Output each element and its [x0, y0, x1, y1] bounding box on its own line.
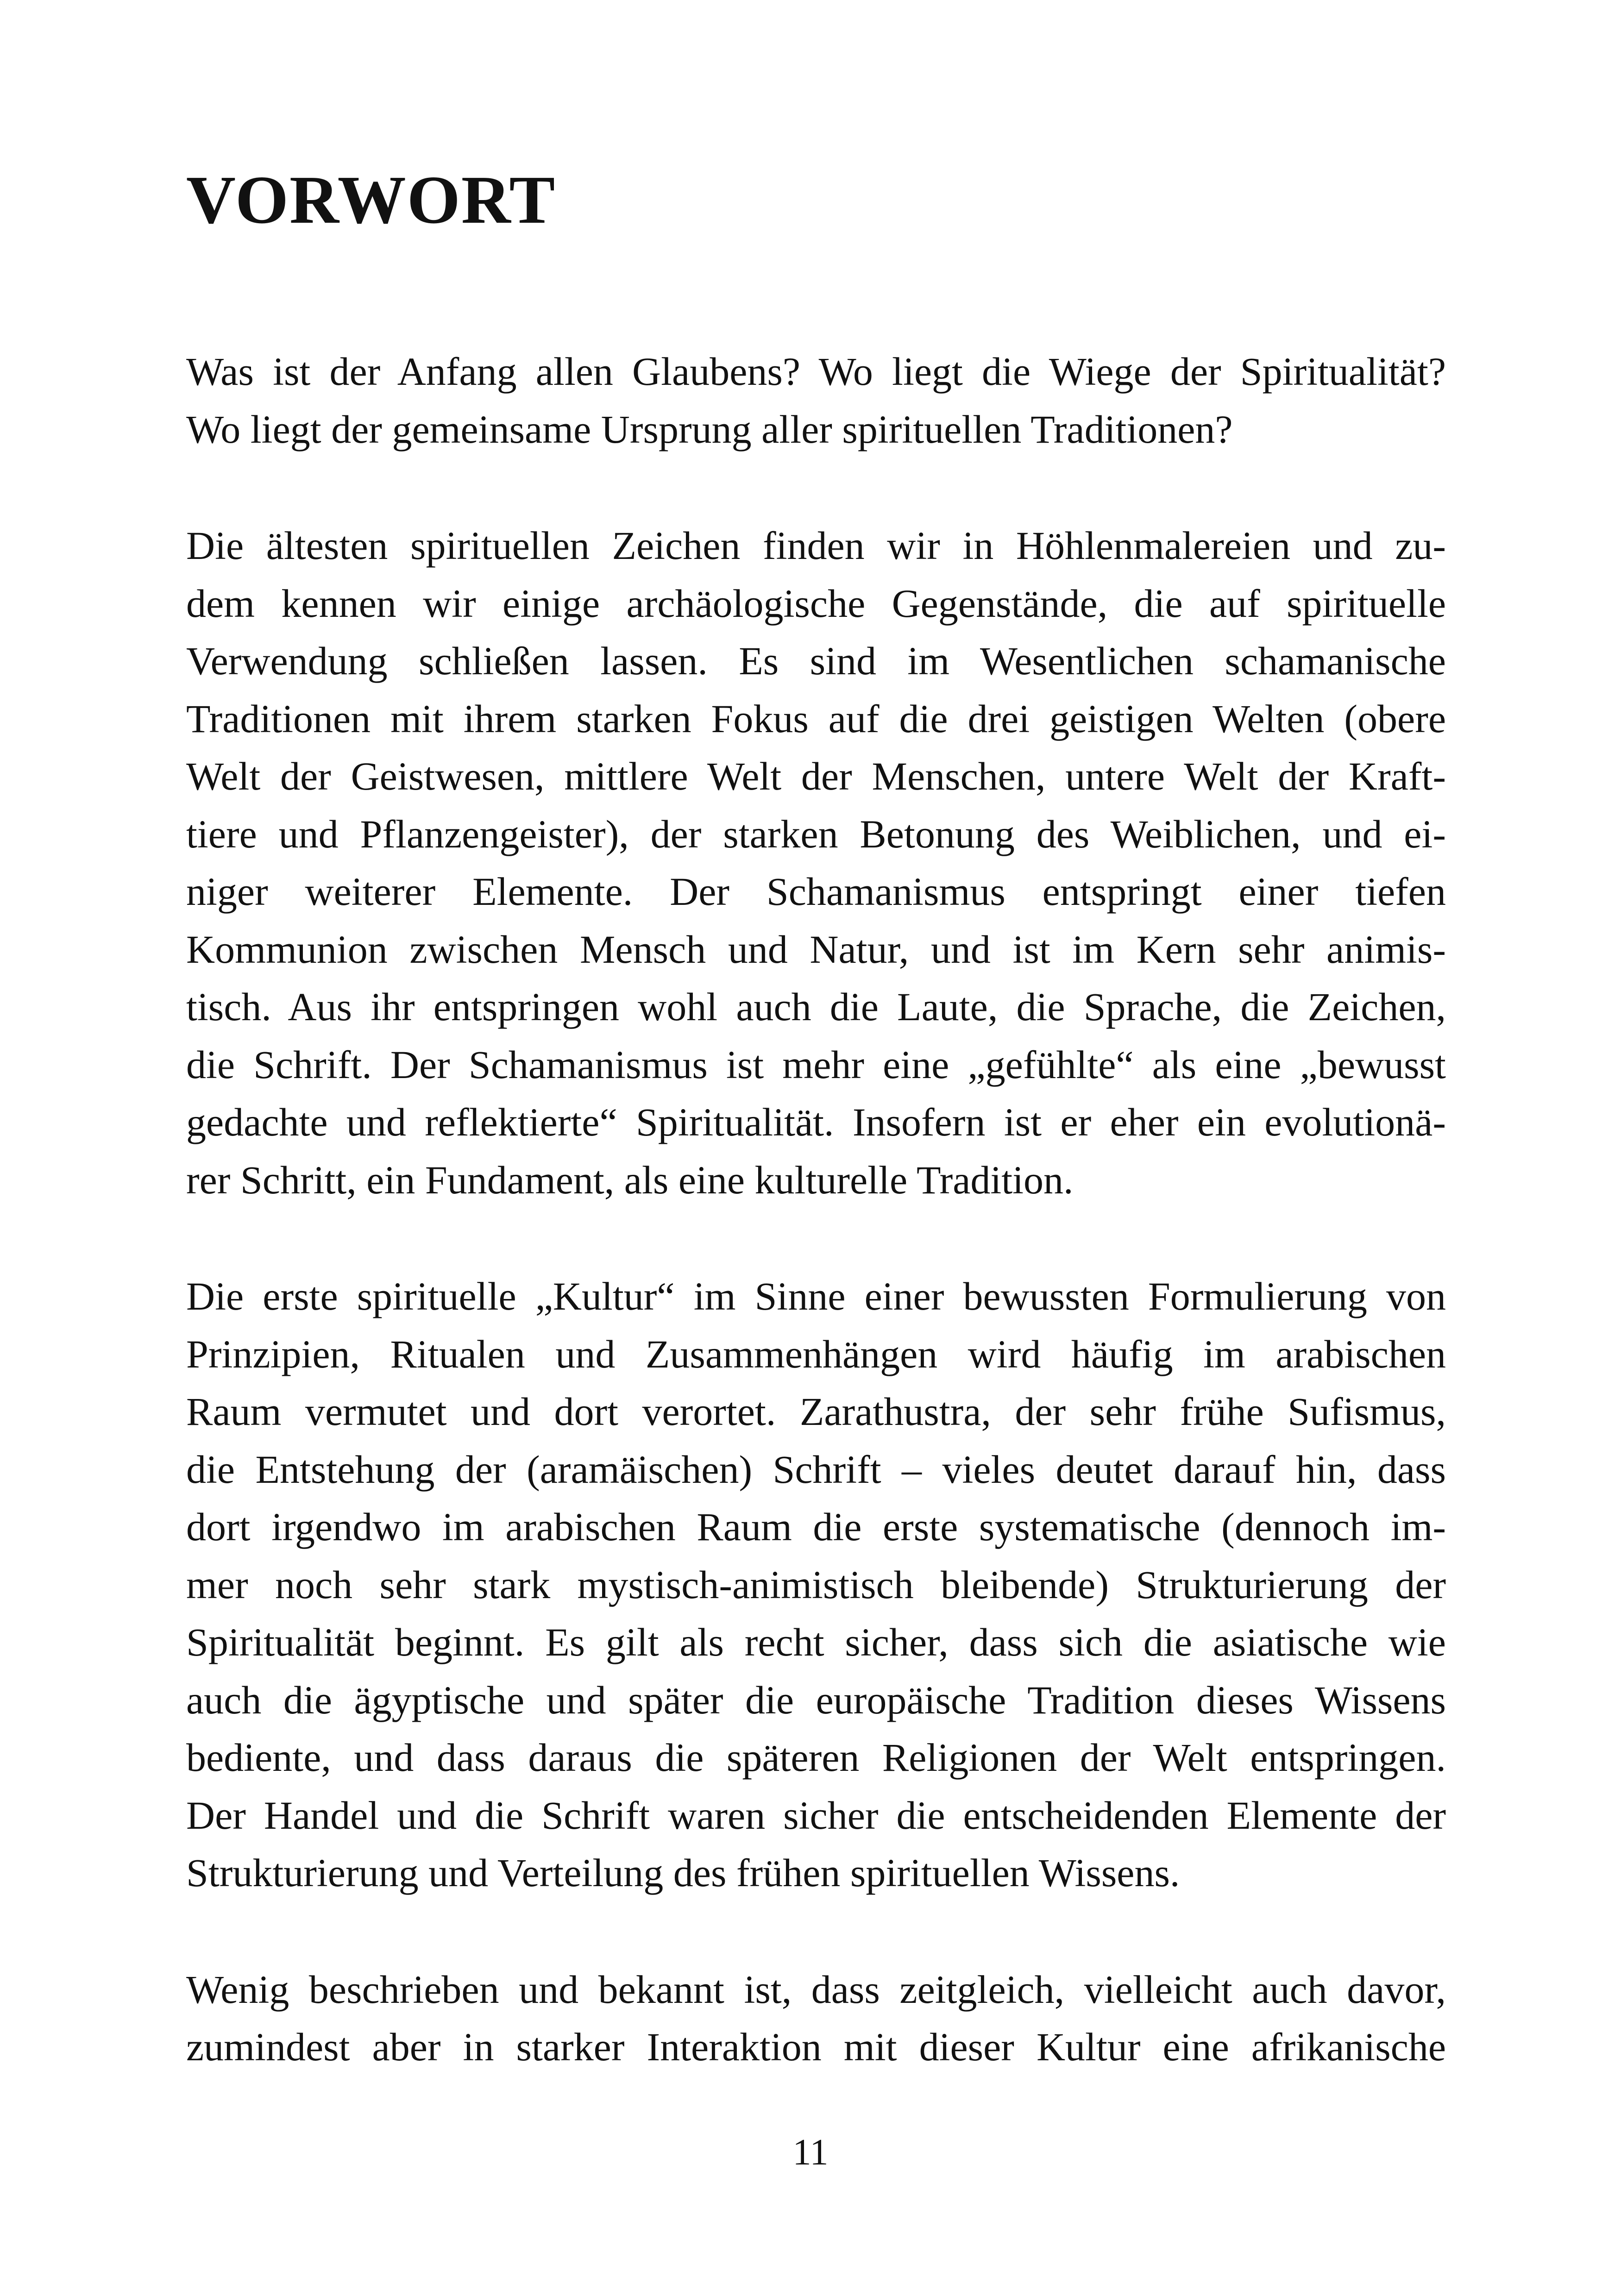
paragraph-line: Der Handel und die Schrift waren sicher die entscheidenden Elemente der [186, 1793, 1446, 1838]
paragraph-line: Was ist der Anfang allen Glaubens? Wo liegt die Wiege der Spiritualität? [186, 349, 1446, 394]
paragraph-line: Prinzipien, Ritualen und Zusammenhängen wird häufig im arabischen [186, 1331, 1446, 1376]
paragraph-line: bediente, und dass daraus die späteren Religionen der Welt entspringen. [186, 1735, 1446, 1780]
paragraph-line: die Entstehung der (aramäischen) Schrift – vieles deutet darauf hin, dass [186, 1447, 1446, 1492]
paragraph-line: Kommunion zwischen Mensch und Natur, und ist im Kern sehr animis- [186, 927, 1446, 972]
paragraph-line: Die ältesten spirituellen Zeichen finden wir in Höhlenmalereien und zu- [186, 523, 1446, 568]
paragraph-line: tiere und Pflanzengeister), der starken Betonung des Weiblichen, und ei- [186, 811, 1446, 856]
paragraph-line: Traditionen mit ihrem starken Fokus auf die drei geistigen Welten (obere [186, 696, 1446, 741]
paragraph-2 [186, 517, 1446, 1209]
paragraph-line: gedachte und reflektierte“ Spiritualität. Insofern ist er eher ein evolutionä- [186, 1100, 1446, 1144]
paragraph-line: tisch. Aus ihr entspringen wohl auch die Laute, die Sprache, die Zeichen, [186, 985, 1446, 1029]
paragraph-line: rer Schritt, ein Fundament, als eine kulturelle Tradition. [186, 1157, 1074, 1202]
paragraph-line: mer noch sehr stark mystisch-animistisch bleibende) Strukturierung der [186, 1562, 1446, 1607]
paragraph-line: Wenig beschrieben und bekannt ist, dass zeitgleich, vielleicht auch davor, [186, 1967, 1446, 2012]
paragraph-1 [186, 343, 1446, 458]
paragraph-3 [186, 1267, 1446, 1902]
paragraph-line: zumindest aber in starker Interaktion mit dieser Kultur eine afrikanische [186, 2025, 1446, 2069]
paragraph-line: Die erste spirituelle „Kultur“ im Sinne einer bewussten Formulierung von [186, 1274, 1446, 1318]
paragraph-line: Strukturierung und Verteilung des frühen spirituellen Wissens. [186, 1851, 1180, 1895]
chapter-heading: VORWORT [186, 162, 556, 238]
paragraph-line: dort irgendwo im arabischen Raum die erste systematische (dennoch im- [186, 1505, 1446, 1549]
paragraph-line: auch die ägyptische und später die europäische Tradition dieses Wissens [186, 1677, 1446, 1722]
paragraph-line: Welt der Geistwesen, mittlere Welt der Menschen, untere Welt der Kraft- [186, 754, 1446, 798]
paragraph-line: dem kennen wir einige archäologische Gegenstände, die auf spirituelle [186, 581, 1446, 626]
paragraph-line: Wo liegt der gemeinsame Ursprung aller spirituellen Traditionen? [186, 407, 1233, 452]
paragraph-line: die Schrift. Der Schamanismus ist mehr eine „gefühlte“ als eine „bewusst [186, 1042, 1446, 1087]
page-number: 11 [792, 2132, 829, 2173]
paragraph-line: niger weiterer Elemente. Der Schamanismus entspringt einer tiefen [186, 869, 1446, 914]
body-text [186, 343, 1446, 2135]
paragraph-line: Spiritualität beginnt. Es gilt als recht sicher, dass sich die asiatische wie [186, 1620, 1446, 1664]
paragraph-line: Raum vermutet und dort verortet. Zarathustra, der sehr frühe Sufismus, [186, 1389, 1446, 1434]
paragraph-4 [186, 1961, 1446, 2076]
paragraph-line: Verwendung schließen lassen. Es sind im Wesentlichen schamanische [186, 639, 1446, 683]
